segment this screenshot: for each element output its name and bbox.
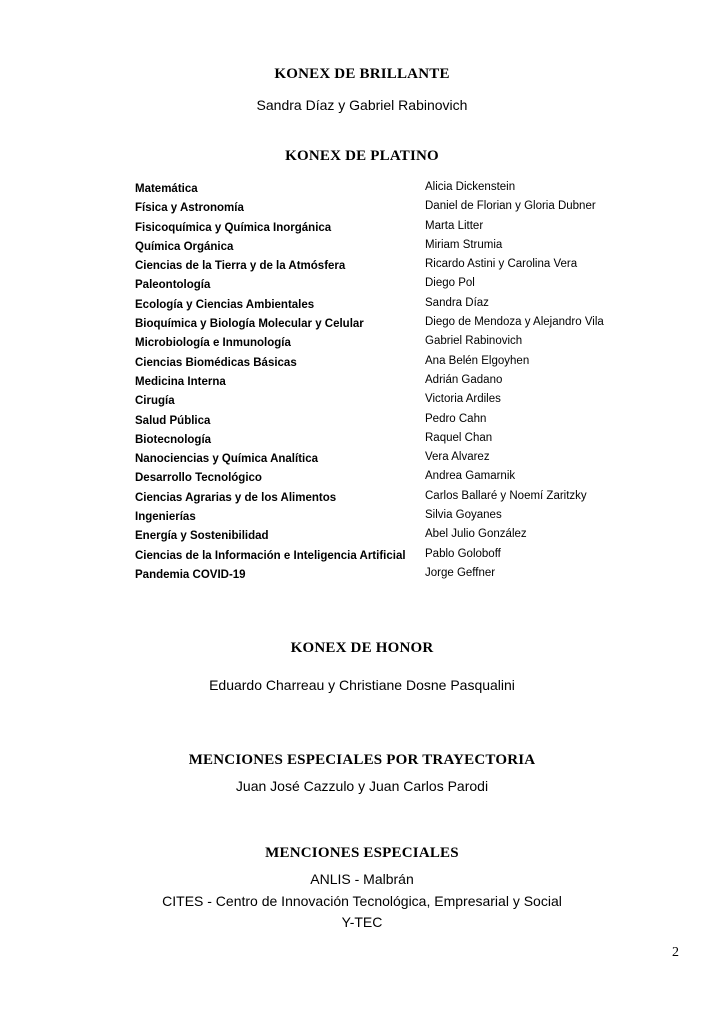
brillante-winners: Sandra Díaz y Gabriel Rabinovich [256, 97, 468, 113]
winner-name: Sandra Díaz [425, 296, 489, 309]
category-label: Desarrollo Tecnológico [135, 472, 262, 485]
category-label: Ciencias Agrarias y de los Alimentos [135, 491, 337, 504]
especiales-item: Y-TEC [341, 914, 383, 930]
winner-name: Miriam Strumia [425, 238, 503, 251]
winner-name: Vera Alvarez [425, 451, 490, 464]
winner-name: Ana Belén Elgoyhen [425, 354, 530, 367]
category-label: Biotecnología [135, 433, 212, 446]
winner-name: Diego Pol [425, 277, 475, 290]
platino-list [0, 181, 724, 586]
list-item [0, 355, 724, 374]
especiales-item: CITES - Centro de Innovación Tecnológica, Empresarial y Social [162, 893, 562, 909]
winner-name: Alicia Dickenstein [425, 181, 516, 193]
winner-name: Adrián Gadano [425, 373, 503, 386]
list-item [0, 470, 724, 489]
especiales-item: ANLIS - Malbrán [310, 871, 414, 887]
category-label: Ciencias Biomédicas Básicas [135, 356, 297, 369]
list-item [0, 277, 724, 296]
winner-name: Carlos Ballaré y Noemí Zaritzky [425, 489, 587, 502]
category-label: Ciencias de la Tierra y de la Atmósfera [135, 260, 346, 273]
honor-winners: Eduardo Charreau y Christiane Dosne Pasqualini [209, 677, 515, 693]
platino-title: KONEX DE PLATINO [285, 148, 439, 164]
list-item [0, 220, 724, 239]
category-label: Física y Astronomía [135, 202, 244, 215]
honor-title: KONEX DE HONOR [290, 640, 434, 656]
category-label: Microbiología e Inmunología [135, 337, 291, 350]
category-label: Paleontología [135, 279, 211, 292]
winner-name: Silvia Goyanes [425, 509, 502, 522]
category-label: Medicina Interna [135, 375, 226, 388]
list-item [0, 316, 724, 335]
category-label: Salud Pública [135, 414, 211, 427]
list-item [0, 239, 724, 258]
list-item [0, 258, 724, 277]
winner-name: Ricardo Astini y Carolina Vera [425, 258, 578, 271]
brillante-title: KONEX DE BRILLANTE [274, 66, 450, 82]
trayectoria-title: MENCIONES ESPECIALES POR TRAYECTORIA [188, 752, 536, 768]
winner-name: Andrea Gamarnik [425, 470, 516, 483]
list-item [0, 451, 724, 470]
list-item [0, 490, 724, 509]
category-label: Ciencias de la Información e Inteligencia Artificial [135, 549, 406, 562]
list-item [0, 528, 724, 547]
category-label: Bioquímica y Biología Molecular y Celular [135, 318, 364, 331]
list-item [0, 200, 724, 219]
list-item [0, 297, 724, 316]
especiales-title: MENCIONES ESPECIALES [265, 845, 459, 861]
list-item [0, 432, 724, 451]
category-label: Cirugía [135, 395, 175, 408]
category-label: Química Orgánica [135, 240, 234, 253]
winner-name: Victoria Ardiles [425, 393, 501, 406]
list-item [0, 413, 724, 432]
page-number: 2 [672, 945, 679, 960]
winner-name: Jorge Geffner [425, 566, 496, 579]
list-item [0, 335, 724, 354]
list-item [0, 509, 724, 528]
list-item [0, 393, 724, 412]
winner-name: Pablo Goloboff [425, 547, 501, 560]
winner-name: Gabriel Rabinovich [425, 335, 523, 348]
winner-name: Diego de Mendoza y Alejandro Vila [425, 316, 604, 329]
list-item [0, 548, 724, 567]
category-label: Pandemia COVID-19 [135, 568, 246, 581]
trayectoria-winners: Juan José Cazzulo y Juan Carlos Parodi [235, 778, 489, 794]
list-item [0, 181, 724, 200]
category-label: Ingenierías [135, 511, 196, 524]
category-label: Nanociencias y Química Analítica [135, 453, 319, 466]
category-label: Ecología y Ciencias Ambientales [135, 298, 315, 311]
winner-name: Daniel de Florian y Gloria Dubner [425, 200, 596, 213]
list-item [0, 567, 724, 586]
list-item [0, 374, 724, 393]
category-label: Fisicoquímica y Química Inorgánica [135, 221, 332, 234]
category-label: Matemática [135, 183, 198, 195]
winner-name: Raquel Chan [425, 431, 493, 444]
winner-name: Abel Julio González [425, 528, 527, 541]
winner-name: Pedro Cahn [425, 412, 487, 425]
winner-name: Marta Litter [425, 219, 484, 232]
category-label: Energía y Sostenibilidad [135, 530, 269, 543]
